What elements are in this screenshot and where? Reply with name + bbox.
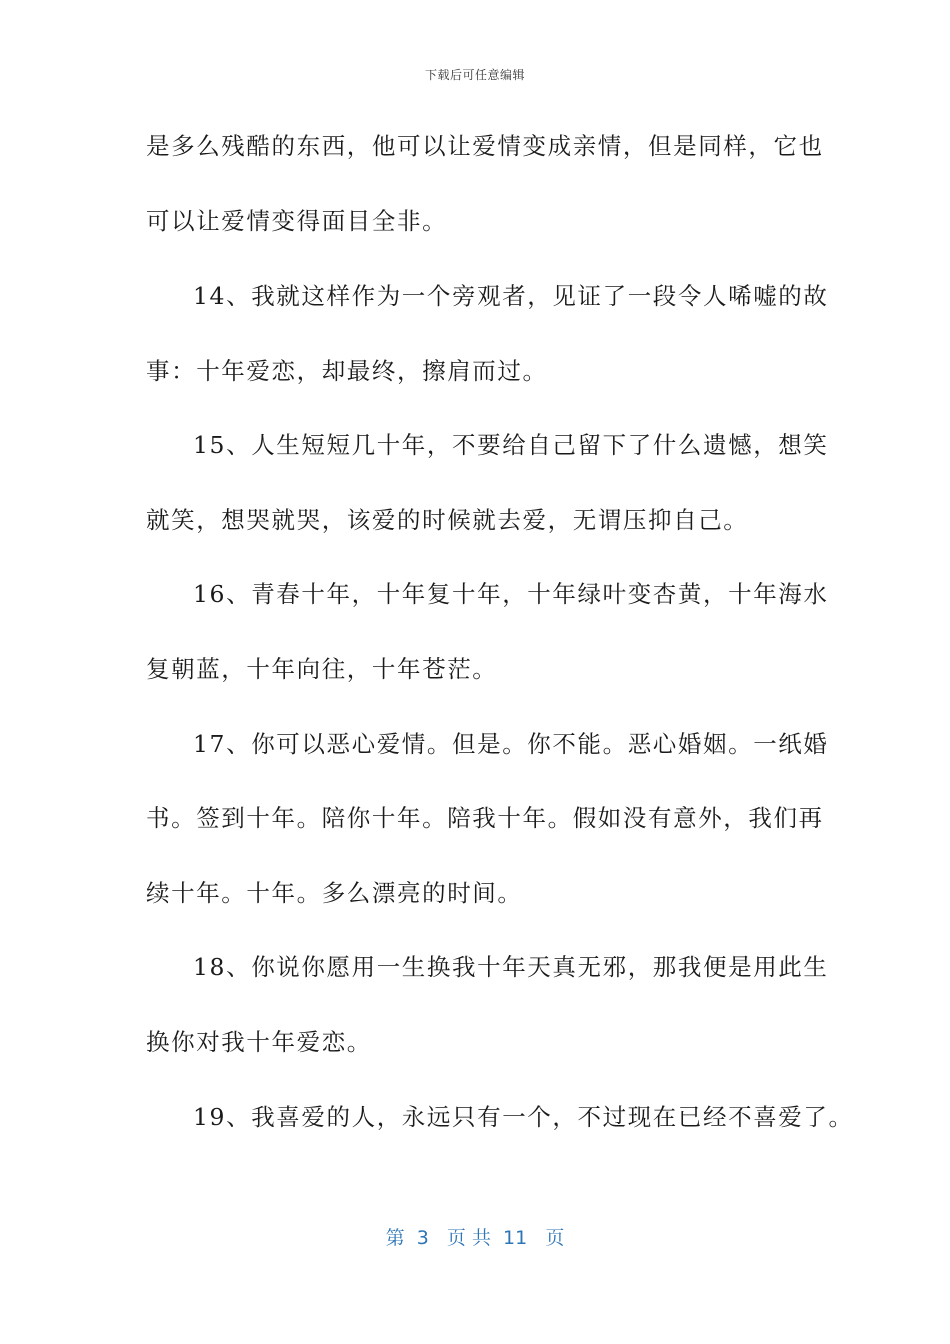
text-line: 14、我就这样作为一个旁观者，见证了一段令人唏嘘的故 [193,282,829,310]
page-header: 下载后可任意编辑 [424,68,525,82]
text-line: 换你对我十年爱恋。 [146,1028,372,1056]
text-line: 续十年。十年。多么漂亮的时间。 [146,879,523,907]
text-line: 书。签到十年。陪你十年。陪我十年。假如没有意外，我们再 [146,804,824,832]
text-line: 16、青春十年，十年复十年，十年绿叶变杏黄，十年海水 [193,580,829,608]
text-line: 15、人生短短几十年，不要给自己留下了什么遗憾，想笑 [193,431,829,459]
text-line: 就笑，想哭就哭，该爱的时候就去爱，无谓压抑自己。 [146,506,749,534]
text-line: 18、你说你愿用一生换我十年天真无邪，那我便是用此生 [193,953,829,981]
page-number-footer: 第 3 页 共 11 页 [385,1227,565,1249]
text-line: 是多么残酷的东西，他可以让爱情变成亲情，但是同样，它也 [146,132,824,160]
text-line: 可以让爱情变得面目全非。 [146,207,448,235]
text-line: 事：十年爱恋，却最终，擦肩而过。 [146,357,548,385]
text-line: 复朝蓝，十年向往，十年苍茫。 [146,655,498,683]
text-line: 19、我喜爱的人，永远只有一个，不过现在已经不喜爱了。 [193,1103,854,1131]
text-line: 17、你可以恶心爱情。但是。你不能。恶心婚姻。一纸婚 [193,730,829,758]
